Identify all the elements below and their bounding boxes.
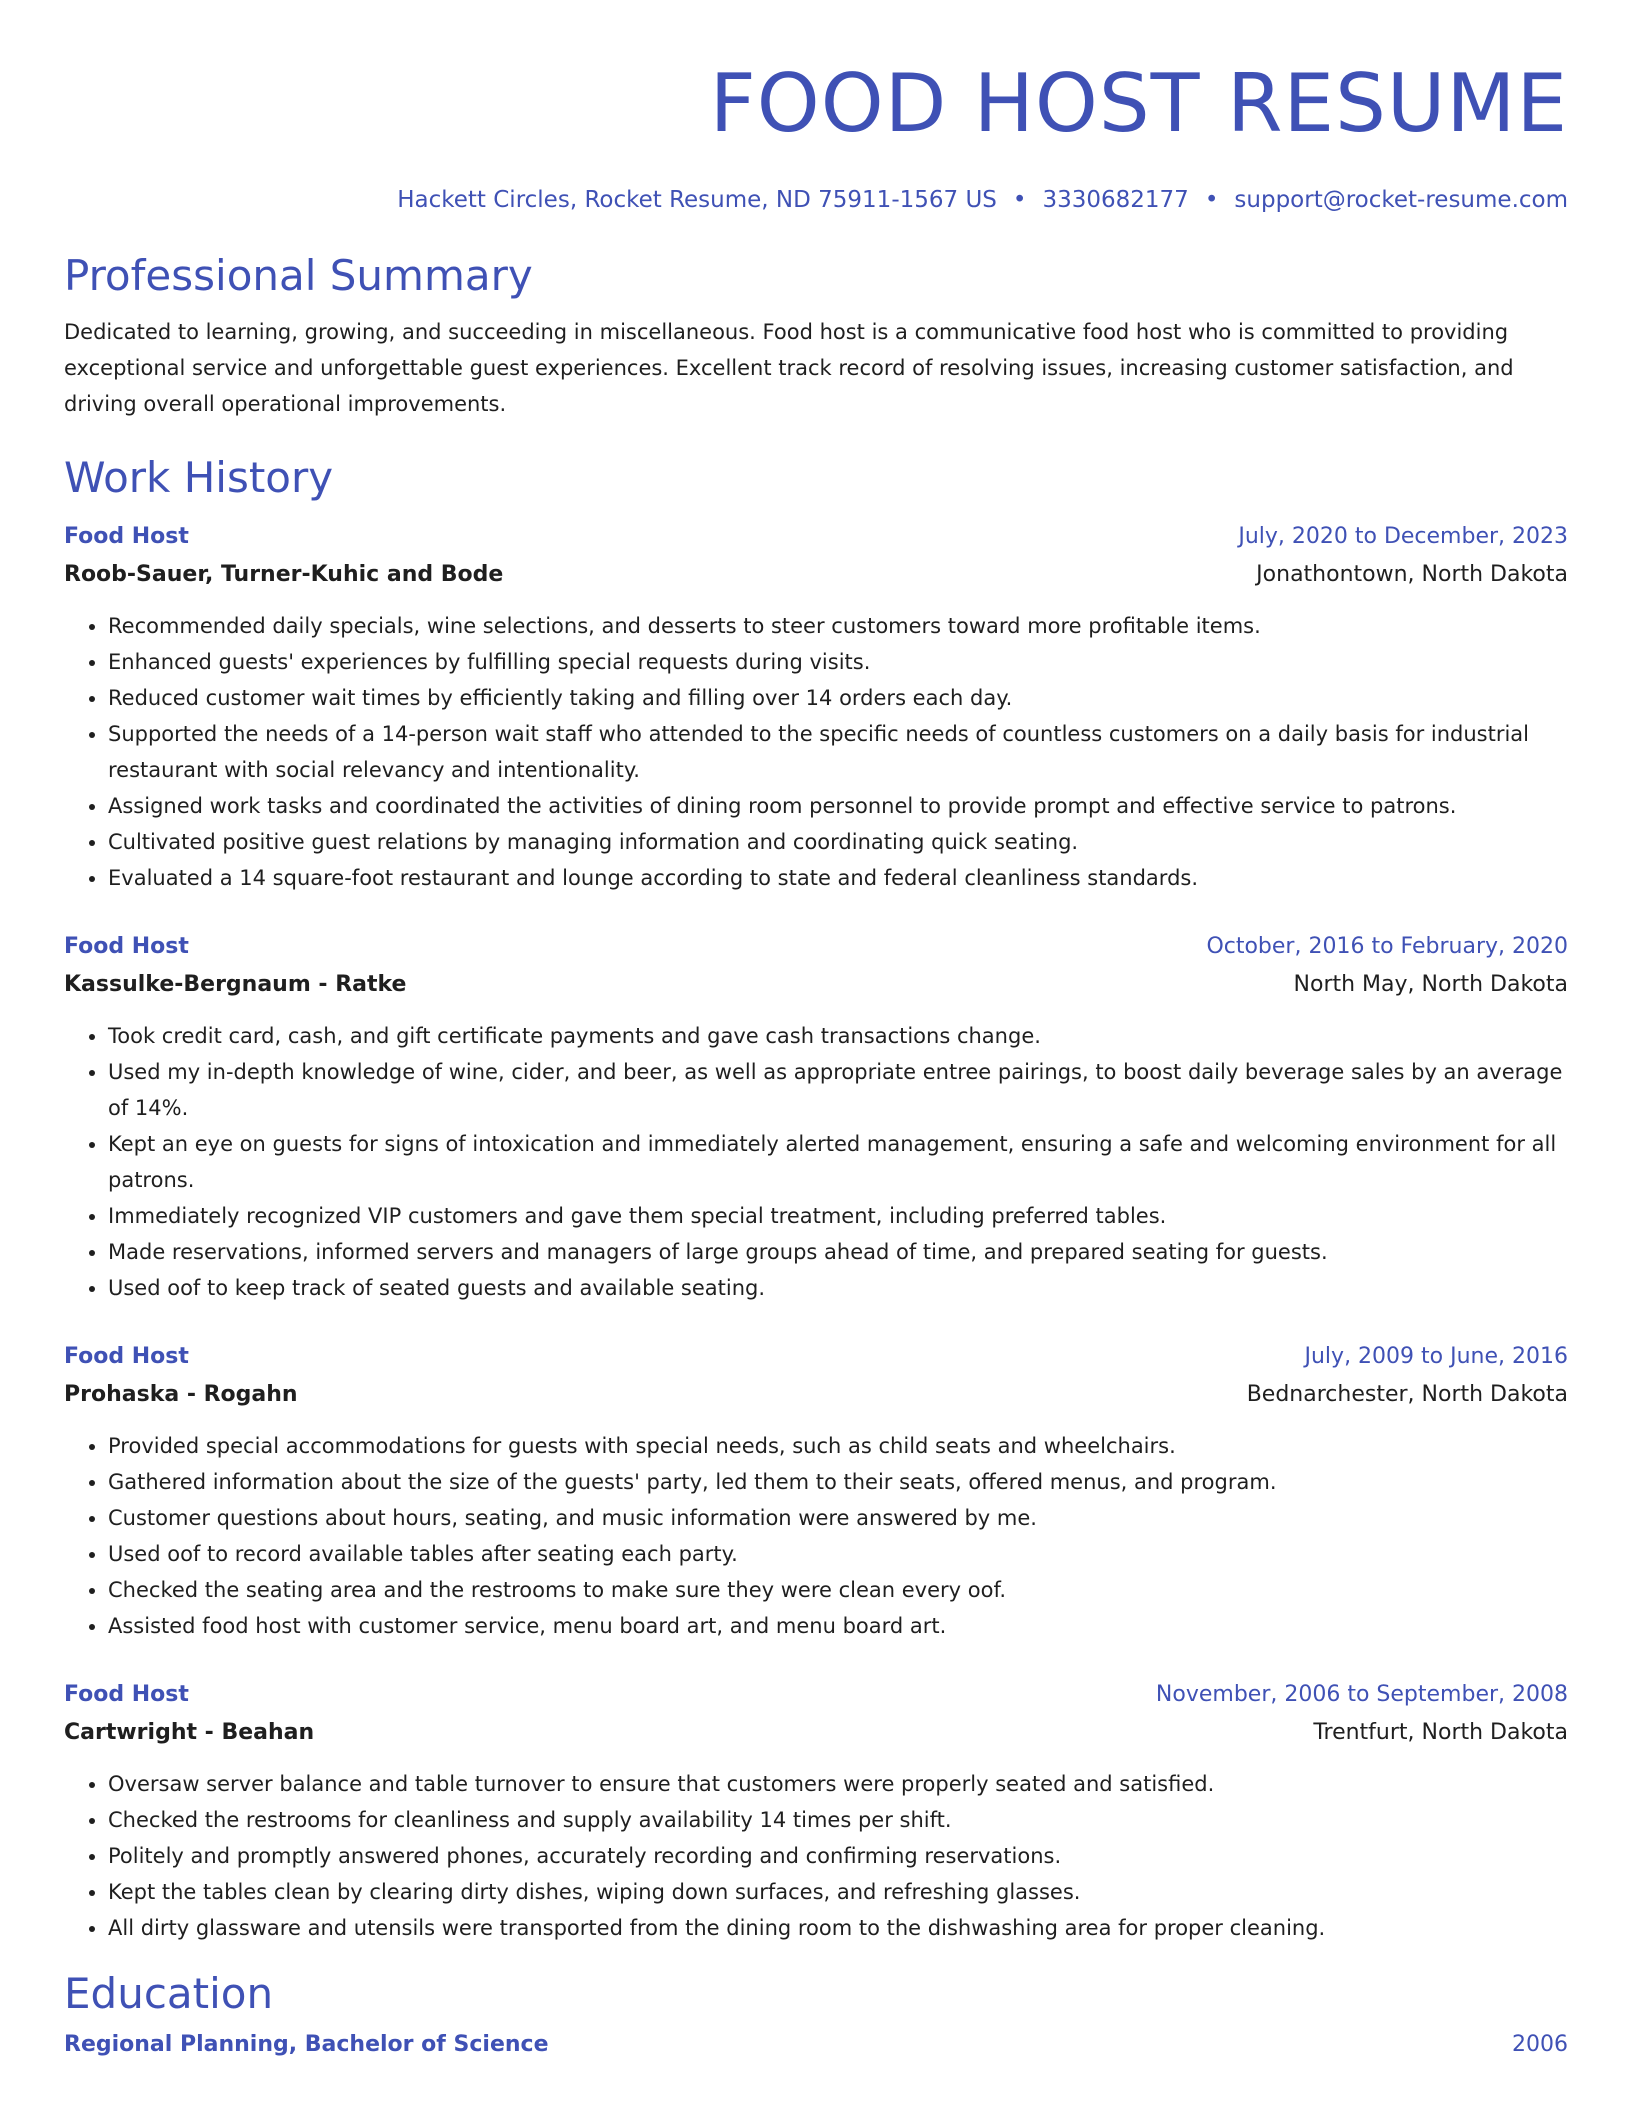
degree: Regional Planning, Bachelor of Science [64, 2032, 549, 2057]
job-bullets [64, 1428, 1568, 1644]
bullet-item: • Assigned work tasks and coordinated the activities of dining room personnel to provide prompt and effective service to patrons. [108, 788, 1568, 824]
bullet-item: • Customer questions about hours, seating, and music information were answered by me. [108, 1500, 1568, 1536]
summary-heading: Professional Summary [64, 251, 533, 300]
company-name: Prohaska - Rogahn [64, 1382, 298, 1407]
job-location: Bednarchester, North Dakota [1246, 1382, 1568, 1407]
job-title: Food Host [64, 1682, 189, 1707]
bullet-item: • Took credit card, cash, and gift certificate payments and gave cash transactions change. [108, 1018, 1568, 1054]
job-dates: July, 2009 to June, 2016 [1304, 1344, 1568, 1369]
job-dates: November, 2006 to September, 2008 [1155, 1682, 1568, 1707]
contact-line [64, 186, 1568, 214]
job-title: Food Host [64, 524, 189, 549]
bullet-item: • All dirty glassware and utensils were transported from the dining room to the dishwashing area for proper cleaning. [108, 1910, 1568, 1946]
education-heading: Education [64, 1969, 274, 2018]
job-title: Food Host [64, 1344, 189, 1369]
bullet-item: • Used my in-depth knowledge of wine, cider, and beer, as well as appropriate entree pairings, to boost daily beverage sales by an average of 14%. [108, 1054, 1568, 1126]
bullet-item: • Immediately recognized VIP customers and gave them special treatment, including preferred tables. [108, 1198, 1568, 1234]
job-entry [64, 518, 1568, 896]
bullet-item: • Checked the restrooms for cleanliness and supply availability 14 times per shift. [108, 1802, 1568, 1838]
job-bullets [64, 608, 1568, 896]
resume-page [64, 0, 1568, 2064]
separator: • [1012, 187, 1027, 213]
job-entry [64, 1338, 1568, 1644]
bullet-item: • Reduced customer wait times by efficiently taking and filling over 14 orders each day. [108, 680, 1568, 716]
company-name: Roob-Sauer, Turner-Kuhic and Bode [64, 562, 504, 587]
job-location: Trentfurt, North Dakota [1313, 1720, 1568, 1745]
bullet-item: • Recommended daily specials, wine selections, and desserts to steer customers toward more profitable items. [108, 608, 1568, 644]
job-location: Jonathontown, North Dakota [1256, 562, 1568, 587]
job-dates: July, 2020 to December, 2023 [1238, 524, 1568, 549]
bullet-item: • Supported the needs of a 14-person wait staff who attended to the specific needs of countless customers on a daily basis for industrial restaurant with social relevancy and intentionality. [108, 716, 1568, 788]
bullet-item: • Gathered information about the size of the guests' party, led them to their seats, offered menus, and program. [108, 1464, 1568, 1500]
education-entry [64, 2026, 1568, 2064]
resume-title: FOOD HOST RESUME [709, 57, 1568, 150]
bullet-item: • Assisted food host with customer service, menu board art, and menu board art. [108, 1608, 1568, 1644]
bullet-item: • Checked the seating area and the restrooms to make sure they were clean every oof. [108, 1572, 1568, 1608]
bullet-item: • Provided special accommodations for guests with special needs, such as child seats and wheelchairs. [108, 1428, 1568, 1464]
job-location: North May, North Dakota [1293, 972, 1568, 997]
bullet-item: • Kept the tables clean by clearing dirty dishes, wiping down surfaces, and refreshing glasses. [108, 1874, 1568, 1910]
bullet-item: • Used oof to record available tables after seating each party. [108, 1536, 1568, 1572]
address: Hackett Circles, Rocket Resume, ND 75911-1567 US [397, 187, 997, 213]
bullet-item: • Oversaw server balance and table turnover to ensure that customers were properly seated and satisfied. [108, 1766, 1568, 1802]
summary-text: Dedicated to learning, growing, and succeeding in miscellaneous. Food host is a communicative food host who is committed to providing exceptional service and unforgettable guest experiences. Excellent track record of resolving issues, increasing customer satisfaction, and driving overall operational improvements. [64, 320, 1514, 416]
job-bullets [64, 1018, 1568, 1306]
bullet-item: • Evaluated a 14 square-foot restaurant and lounge according to state and federal cleanliness standards. [108, 860, 1568, 896]
work-history-heading: Work History [64, 453, 334, 502]
job-bullets [64, 1766, 1568, 1946]
bullet-item: • Enhanced guests' experiences by fulfilling special requests during visits. [108, 644, 1568, 680]
graduation-year: 2006 [1512, 2032, 1568, 2057]
phone: 3330682177 [1042, 187, 1189, 213]
job-title: Food Host [64, 934, 189, 959]
separator: • [1204, 187, 1219, 213]
bullet-item: • Made reservations, informed servers and managers of large groups ahead of time, and prepared seating for guests. [108, 1234, 1568, 1270]
job-entry [64, 1676, 1568, 1946]
email-link[interactable]: support@rocket-resume.com [1234, 187, 1568, 213]
bullet-item: • Cultivated positive guest relations by managing information and coordinating quick seating. [108, 824, 1568, 860]
job-dates: October, 2016 to February, 2020 [1206, 934, 1568, 959]
company-name: Cartwright - Beahan [64, 1720, 315, 1745]
bullet-item: • Politely and promptly answered phones, accurately recording and confirming reservations. [108, 1838, 1568, 1874]
bullet-item: • Kept an eye on guests for signs of intoxication and immediately alerted management, ensuring a safe and welcoming environment for all patrons. [108, 1126, 1568, 1198]
job-entry [64, 928, 1568, 1306]
bullet-item: • Used oof to keep track of seated guests and available seating. [108, 1270, 1568, 1306]
company-name: Kassulke-Bergnaum - Ratke [64, 972, 407, 997]
